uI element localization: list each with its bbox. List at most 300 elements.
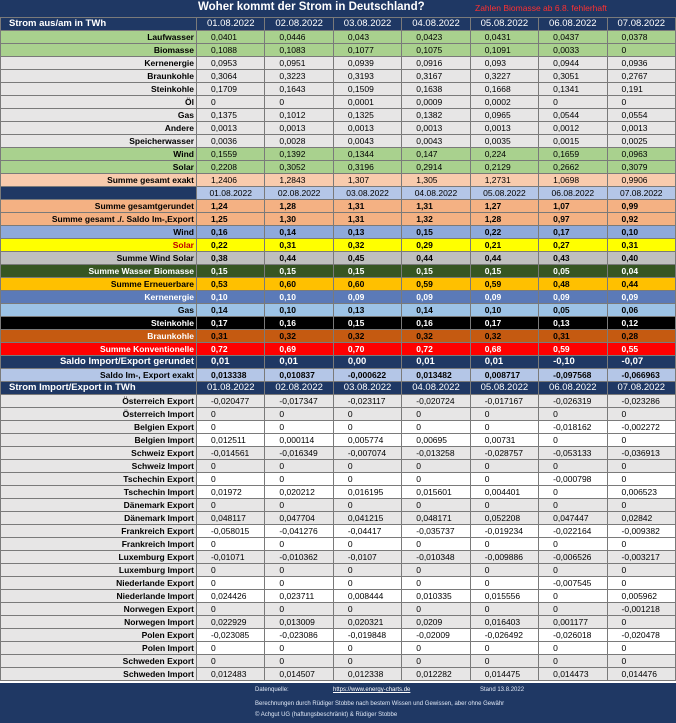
- value-cell: 0: [265, 499, 333, 512]
- value-cell: 0: [539, 538, 607, 551]
- value-cell: 04.08.2022: [402, 382, 470, 395]
- value-cell: 0,22: [470, 226, 538, 239]
- value-cell: 0,69: [265, 343, 333, 356]
- value-cell: 0: [607, 473, 675, 486]
- value-cell: 04.08.2022: [402, 18, 470, 31]
- table-row: [1, 291, 676, 304]
- value-cell: 0: [333, 603, 401, 616]
- value-cell: 0,40: [607, 252, 675, 265]
- value-cell: 0: [197, 538, 265, 551]
- value-cell: 0,1325: [333, 109, 401, 122]
- table-row: [1, 57, 676, 70]
- value-cell: -0,009886: [470, 551, 538, 564]
- table-row: [1, 148, 676, 161]
- value-cell: 0,001177: [539, 616, 607, 629]
- table-row: [1, 577, 676, 590]
- value-cell: 1,31: [402, 200, 470, 213]
- value-cell: -0,026492: [470, 629, 538, 642]
- value-cell: 0: [265, 577, 333, 590]
- value-cell: 0: [539, 564, 607, 577]
- value-cell: 0: [265, 96, 333, 109]
- table-row: [1, 538, 676, 551]
- row-label: Steinkohle: [1, 83, 197, 96]
- value-cell: 0,1509: [333, 83, 401, 96]
- value-cell: 0: [470, 499, 538, 512]
- value-cell: 0,32: [333, 239, 401, 252]
- row-label: Braunkohle: [1, 330, 197, 343]
- row-label: Niederlande Import: [1, 590, 197, 603]
- table-row: [1, 525, 676, 538]
- row-label: Saldo Im-, Export exakt: [1, 369, 197, 382]
- value-cell: 0,14: [402, 304, 470, 317]
- value-cell: -0,026018: [539, 629, 607, 642]
- value-cell: 0,16: [197, 226, 265, 239]
- table-row: [1, 187, 676, 200]
- value-cell: 0,1075: [402, 44, 470, 57]
- value-cell: 0,047447: [539, 512, 607, 525]
- value-cell: 0,2914: [402, 161, 470, 174]
- value-cell: 0: [265, 408, 333, 421]
- value-cell: 0,093: [470, 57, 538, 70]
- table-row: [1, 447, 676, 460]
- value-cell: -0,007074: [333, 447, 401, 460]
- value-cell: 02.08.2022: [265, 18, 333, 31]
- value-cell: 0,3196: [333, 161, 401, 174]
- table-row: [1, 83, 676, 96]
- value-cell: 0: [470, 655, 538, 668]
- value-cell: 0,047704: [265, 512, 333, 525]
- table-row: [1, 304, 676, 317]
- value-cell: 0,014476: [607, 668, 675, 681]
- value-cell: 0,0437: [539, 31, 607, 44]
- value-cell: 0,29: [402, 239, 470, 252]
- table-row: [1, 499, 676, 512]
- value-cell: -0,017347: [265, 395, 333, 408]
- data-note: Zahlen Biomasse ab 6.8. fehlerhaft: [475, 3, 607, 13]
- value-cell: 0,1709: [197, 83, 265, 96]
- value-cell: 0,016195: [333, 486, 401, 499]
- value-cell: 0,59: [539, 343, 607, 356]
- value-cell: 0,0554: [607, 109, 675, 122]
- value-cell: 0,0013: [402, 122, 470, 135]
- row-label: Braunkohle: [1, 70, 197, 83]
- value-cell: 0,70: [333, 343, 401, 356]
- value-cell: 0,97: [539, 213, 607, 226]
- value-cell: 0,15: [197, 265, 265, 278]
- value-cell: 0,15: [333, 317, 401, 330]
- value-cell: -0,010348: [402, 551, 470, 564]
- value-cell: 0,72: [197, 343, 265, 356]
- value-cell: 0,27: [539, 239, 607, 252]
- value-cell: 0,015556: [470, 590, 538, 603]
- value-cell: 1,31: [333, 213, 401, 226]
- value-cell: 1,2731: [470, 174, 538, 187]
- value-cell: 07.08.2022: [607, 18, 675, 31]
- row-label: Dänemark Import: [1, 512, 197, 525]
- value-cell: 0,60: [333, 278, 401, 291]
- table-row: [1, 408, 676, 421]
- value-cell: -0,018162: [539, 421, 607, 434]
- value-cell: 0,020212: [265, 486, 333, 499]
- row-label: Dänemark Export: [1, 499, 197, 512]
- value-cell: 0,15: [402, 226, 470, 239]
- value-cell: 0,3193: [333, 70, 401, 83]
- value-cell: 0: [607, 499, 675, 512]
- title-bar: [0, 0, 676, 17]
- value-cell: 01.08.2022: [197, 18, 265, 31]
- value-cell: 0,17: [539, 226, 607, 239]
- table-row: [1, 564, 676, 577]
- value-cell: 0,0036: [197, 135, 265, 148]
- value-cell: -0,036913: [607, 447, 675, 460]
- value-cell: 0: [470, 577, 538, 590]
- value-cell: 0,10: [197, 291, 265, 304]
- row-label: Luxemburg Import: [1, 564, 197, 577]
- value-cell: 0,0423: [402, 31, 470, 44]
- value-cell: -0,007545: [539, 577, 607, 590]
- value-cell: 0,32: [333, 330, 401, 343]
- page-title: Woher kommt der Strom in Deutschland?: [198, 1, 425, 13]
- value-cell: -0,0107: [333, 551, 401, 564]
- value-cell: 0,014507: [265, 668, 333, 681]
- value-cell: 0: [607, 564, 675, 577]
- value-cell: 0,048117: [197, 512, 265, 525]
- value-cell: -0,020478: [607, 629, 675, 642]
- table-row: [1, 213, 676, 226]
- value-cell: 1,305: [402, 174, 470, 187]
- value-cell: 05.08.2022: [470, 382, 538, 395]
- value-cell: 0,013009: [265, 616, 333, 629]
- row-label: Kernenergie: [1, 57, 197, 70]
- value-cell: -0,023085: [197, 629, 265, 642]
- footer-source-label: Datenquelle:: [255, 687, 289, 693]
- value-cell: 0,0002: [470, 96, 538, 109]
- value-cell: -0,001218: [607, 603, 675, 616]
- value-cell: 0,0013: [333, 122, 401, 135]
- table-row: [1, 668, 676, 681]
- value-cell: 0,0035: [470, 135, 538, 148]
- value-cell: 0,44: [265, 252, 333, 265]
- value-cell: -0,058015: [197, 525, 265, 538]
- value-cell: 0: [265, 603, 333, 616]
- row-label: Tschechin Import: [1, 486, 197, 499]
- row-label: Polen Export: [1, 629, 197, 642]
- value-cell: 0,041215: [333, 512, 401, 525]
- value-cell: 0,32: [265, 330, 333, 343]
- value-cell: 0,01: [470, 356, 538, 369]
- value-cell: 0,014473: [539, 668, 607, 681]
- value-cell: 0,012511: [197, 434, 265, 447]
- value-cell: 0: [607, 460, 675, 473]
- footer-source-link[interactable]: https://www.energy-charts.de: [333, 687, 411, 693]
- value-cell: 0,72: [402, 343, 470, 356]
- row-label: Norwegen Export: [1, 603, 197, 616]
- value-cell: 07.08.2022: [607, 187, 675, 200]
- value-cell: 0: [265, 421, 333, 434]
- value-cell: 0,15: [470, 265, 538, 278]
- value-cell: 0,68: [470, 343, 538, 356]
- row-label: Steinkohle: [1, 317, 197, 330]
- value-cell: 0: [539, 499, 607, 512]
- value-cell: 0: [539, 486, 607, 499]
- value-cell: -0,022164: [539, 525, 607, 538]
- row-label: Summe gesamtgerundet: [1, 200, 197, 213]
- value-cell: 0,008717: [470, 369, 538, 382]
- value-cell: 0,0013: [470, 122, 538, 135]
- value-cell: 06.08.2022: [539, 382, 607, 395]
- value-cell: 0,3052: [265, 161, 333, 174]
- value-cell: 0: [607, 616, 675, 629]
- value-cell: 0,0012: [539, 122, 607, 135]
- row-label: Schweiz Export: [1, 447, 197, 460]
- table-row: [1, 512, 676, 525]
- value-cell: 01.08.2022: [197, 382, 265, 395]
- value-cell: 0: [607, 577, 675, 590]
- value-cell: 0,1012: [265, 109, 333, 122]
- row-label: Österreich Import: [1, 408, 197, 421]
- value-cell: 0,01972: [197, 486, 265, 499]
- table-row: [1, 226, 676, 239]
- value-cell: -0,013258: [402, 447, 470, 460]
- value-cell: 0,008444: [333, 590, 401, 603]
- value-cell: 0: [470, 642, 538, 655]
- value-cell: 0: [402, 473, 470, 486]
- row-label: Öl: [1, 96, 197, 109]
- table-row: [1, 161, 676, 174]
- value-cell: 0: [539, 460, 607, 473]
- value-cell: 0,3223: [265, 70, 333, 83]
- value-cell: 0,31: [539, 330, 607, 343]
- value-cell: 0,44: [470, 252, 538, 265]
- value-cell: 0,0963: [607, 148, 675, 161]
- table-row: [1, 317, 676, 330]
- footer-calc-note: Berechnungen durch Rüdiger Stobbe nach bestem Wissen und Gewissen, aber ohne Gewähr: [255, 701, 505, 707]
- row-label: Wind: [1, 148, 197, 161]
- value-cell: 0: [607, 408, 675, 421]
- value-cell: 0,016403: [470, 616, 538, 629]
- value-cell: 0,0013: [607, 122, 675, 135]
- value-cell: 0,0965: [470, 109, 538, 122]
- table-row: [1, 265, 676, 278]
- value-cell: 0,38: [197, 252, 265, 265]
- value-cell: 0,1659: [539, 148, 607, 161]
- table-row: [1, 616, 676, 629]
- value-cell: 0,022929: [197, 616, 265, 629]
- value-cell: 0,020321: [333, 616, 401, 629]
- value-cell: 0,02842: [607, 512, 675, 525]
- value-cell: 0: [265, 538, 333, 551]
- value-cell: 0,0916: [402, 57, 470, 70]
- value-cell: 0: [333, 499, 401, 512]
- value-cell: 0,01: [197, 356, 265, 369]
- value-cell: 0: [333, 460, 401, 473]
- value-cell: -0,000622: [333, 369, 401, 382]
- row-label: Schweiz Import: [1, 460, 197, 473]
- value-cell: 0: [333, 577, 401, 590]
- value-cell: 0,191: [607, 83, 675, 96]
- value-cell: -0,066963: [607, 369, 675, 382]
- value-cell: 04.08.2022: [402, 187, 470, 200]
- table-row: [1, 473, 676, 486]
- value-cell: 03.08.2022: [333, 382, 401, 395]
- value-cell: 0,31: [265, 239, 333, 252]
- value-cell: -0,04417: [333, 525, 401, 538]
- value-cell: -0,023286: [607, 395, 675, 408]
- value-cell: 0: [539, 434, 607, 447]
- value-cell: 0,00: [333, 356, 401, 369]
- value-cell: 1,07: [539, 200, 607, 213]
- value-cell: 0: [265, 473, 333, 486]
- value-cell: 0,0209: [402, 616, 470, 629]
- table-row: [1, 70, 676, 83]
- value-cell: 1,0698: [539, 174, 607, 187]
- value-cell: -0,041276: [265, 525, 333, 538]
- row-label: Schweden Export: [1, 655, 197, 668]
- table-body: [1, 18, 676, 681]
- table-row: [1, 44, 676, 57]
- value-cell: 1,30: [265, 213, 333, 226]
- value-cell: 0,15: [265, 265, 333, 278]
- value-cell: 0: [402, 499, 470, 512]
- value-cell: 0,3064: [197, 70, 265, 83]
- value-cell: 05.08.2022: [470, 187, 538, 200]
- value-cell: 0,0015: [539, 135, 607, 148]
- footer-status: Stand 13.8.2022: [480, 687, 525, 693]
- value-cell: 0: [197, 603, 265, 616]
- value-cell: 0,013482: [402, 369, 470, 382]
- value-cell: -0,02009: [402, 629, 470, 642]
- row-label: Andere: [1, 122, 197, 135]
- value-cell: 0: [265, 460, 333, 473]
- value-cell: -0,010362: [265, 551, 333, 564]
- row-label: Summe Wind Solar: [1, 252, 197, 265]
- value-cell: 0,1559: [197, 148, 265, 161]
- table-row: [1, 174, 676, 187]
- value-cell: 02.08.2022: [265, 187, 333, 200]
- value-cell: 1,31: [333, 200, 401, 213]
- value-cell: 01.08.2022: [197, 187, 265, 200]
- value-cell: 0: [333, 655, 401, 668]
- value-cell: 0,10: [265, 291, 333, 304]
- value-cell: 0: [197, 421, 265, 434]
- row-label: Strom Import/Export in TWh: [1, 382, 197, 395]
- value-cell: 0,15: [333, 265, 401, 278]
- value-cell: 0,1382: [402, 109, 470, 122]
- value-cell: 0: [333, 642, 401, 655]
- value-cell: 0: [539, 603, 607, 616]
- value-cell: 0,06: [607, 304, 675, 317]
- value-cell: -0,023086: [265, 629, 333, 642]
- row-label: Luxemburg Export: [1, 551, 197, 564]
- value-cell: 0,010837: [265, 369, 333, 382]
- row-label: Gas: [1, 304, 197, 317]
- value-cell: 0,17: [470, 317, 538, 330]
- value-cell: -0,020477: [197, 395, 265, 408]
- table-row: [1, 200, 676, 213]
- value-cell: 0,224: [470, 148, 538, 161]
- value-cell: 0: [197, 408, 265, 421]
- value-cell: -0,019848: [333, 629, 401, 642]
- value-cell: 0,45: [333, 252, 401, 265]
- value-cell: 0,1091: [470, 44, 538, 57]
- value-cell: 0,3227: [470, 70, 538, 83]
- value-cell: 0: [333, 564, 401, 577]
- table-row: [1, 421, 676, 434]
- value-cell: 0,59: [470, 278, 538, 291]
- value-cell: 0,0544: [539, 109, 607, 122]
- value-cell: 0,0944: [539, 57, 607, 70]
- value-cell: 0,28: [607, 330, 675, 343]
- value-cell: 0: [333, 473, 401, 486]
- value-cell: 0,16: [265, 317, 333, 330]
- value-cell: 0,1375: [197, 109, 265, 122]
- value-cell: 0,60: [265, 278, 333, 291]
- value-cell: 0,0378: [607, 31, 675, 44]
- row-label: Niederlande Export: [1, 577, 197, 590]
- value-cell: 0: [333, 538, 401, 551]
- value-cell: 0,14: [265, 226, 333, 239]
- value-cell: 0: [402, 577, 470, 590]
- value-cell: 0,012483: [197, 668, 265, 681]
- row-label: Frankreich Export: [1, 525, 197, 538]
- value-cell: 0,59: [402, 278, 470, 291]
- value-cell: 0: [607, 642, 675, 655]
- value-cell: -0,002272: [607, 421, 675, 434]
- value-cell: 0: [265, 642, 333, 655]
- value-cell: 0,1344: [333, 148, 401, 161]
- value-cell: 0,13: [333, 226, 401, 239]
- row-label: Österreich Export: [1, 395, 197, 408]
- row-label: Summe Konventionelle: [1, 343, 197, 356]
- value-cell: 0: [470, 460, 538, 473]
- value-cell: 0: [402, 421, 470, 434]
- value-cell: 0: [470, 473, 538, 486]
- value-cell: 0,0431: [470, 31, 538, 44]
- value-cell: 06.08.2022: [539, 187, 607, 200]
- value-cell: 0,13: [333, 304, 401, 317]
- row-label: Frankreich Import: [1, 538, 197, 551]
- value-cell: 0: [539, 96, 607, 109]
- value-cell: -0,017167: [470, 395, 538, 408]
- table-row: [1, 330, 676, 343]
- value-cell: 0: [265, 564, 333, 577]
- value-cell: 0: [607, 96, 675, 109]
- value-cell: 0,0401: [197, 31, 265, 44]
- value-cell: 0: [197, 460, 265, 473]
- value-cell: 03.08.2022: [333, 18, 401, 31]
- value-cell: 0,2662: [539, 161, 607, 174]
- value-cell: 0: [607, 434, 675, 447]
- value-cell: 0,0043: [402, 135, 470, 148]
- row-label: Solar: [1, 239, 197, 252]
- row-label: Summe gesamt exakt: [1, 174, 197, 187]
- table-row: [1, 369, 676, 382]
- value-cell: 1,32: [402, 213, 470, 226]
- value-cell: 0,44: [607, 278, 675, 291]
- value-cell: 0,0939: [333, 57, 401, 70]
- table-row: [1, 252, 676, 265]
- value-cell: 0,31: [607, 239, 675, 252]
- value-cell: -0,026319: [539, 395, 607, 408]
- value-cell: 0,9906: [607, 174, 675, 187]
- value-cell: 0,14: [197, 304, 265, 317]
- value-cell: 0,53: [197, 278, 265, 291]
- value-cell: 0,99: [607, 200, 675, 213]
- value-cell: 0: [402, 564, 470, 577]
- table-row: [1, 109, 676, 122]
- row-label: Norwegen Import: [1, 616, 197, 629]
- table-row: [1, 382, 676, 395]
